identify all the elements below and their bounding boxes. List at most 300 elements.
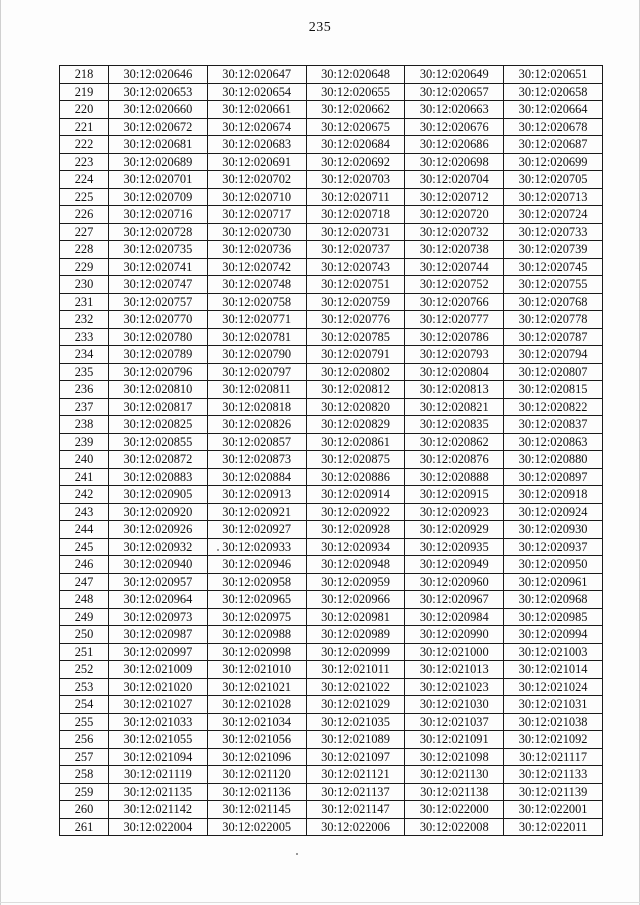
- table-row: [60, 118, 603, 136]
- cadastral-code-cell: 30:12:020710: [207, 188, 306, 206]
- row-number-cell: 258: [60, 766, 109, 784]
- cadastral-code-cell: 30:12:020929: [405, 521, 504, 539]
- cadastral-code-cell: 30:12:020664: [504, 101, 603, 119]
- row-number-cell: 243: [60, 503, 109, 521]
- cadastral-code-cell: 30:12:020807: [504, 363, 603, 381]
- row-number-cell: 247: [60, 573, 109, 591]
- cadastral-code-cell: 30:12:020736: [207, 241, 306, 259]
- cadastral-code-cell: 30:12:020855: [109, 433, 208, 451]
- cadastral-code-cell: 30:12:020990: [405, 626, 504, 644]
- cadastral-code-cell: 30:12:021020: [109, 678, 208, 696]
- cadastral-code-cell: 30:12:020766: [405, 293, 504, 311]
- cadastral-code-cell: 30:12:021145: [207, 801, 306, 819]
- cadastral-code-cell: 30:12:020933: [207, 538, 306, 556]
- cadastral-code-cell: 30:12:020704: [405, 171, 504, 189]
- cadastral-code-cell: 30:12:020997: [109, 643, 208, 661]
- cadastral-code-cell: 30:12:020705: [504, 171, 603, 189]
- row-number-cell: 260: [60, 801, 109, 819]
- cadastral-code-cell: 30:12:020732: [405, 223, 504, 241]
- cadastral-code-cell: 30:12:022006: [306, 818, 405, 836]
- cadastral-code-cell: 30:12:021003: [504, 643, 603, 661]
- cadastral-code-cell: 30:12:020651: [504, 66, 603, 84]
- table-body: [60, 66, 603, 836]
- cadastral-code-cell: 30:12:021035: [306, 713, 405, 731]
- cadastral-code-cell: 30:12:020988: [207, 626, 306, 644]
- cadastral-code-cell: 30:12:020678: [504, 118, 603, 136]
- row-number-cell: 254: [60, 696, 109, 714]
- cadastral-code-cell: 30:12:020748: [207, 276, 306, 294]
- cadastral-code-cell: 30:12:021029: [306, 696, 405, 714]
- cadastral-code-cell: 30:12:020755: [504, 276, 603, 294]
- cadastral-code-cell: 30:12:020662: [306, 101, 405, 119]
- row-number-cell: 233: [60, 328, 109, 346]
- cadastral-code-cell: 30:12:020758: [207, 293, 306, 311]
- cadastral-code-cell: 30:12:022008: [405, 818, 504, 836]
- cadastral-code-cell: 30:12:020731: [306, 223, 405, 241]
- cadastral-code-cell: 30:12:020875: [306, 451, 405, 469]
- cadastral-code-cell: 30:12:020698: [405, 153, 504, 171]
- row-number-cell: 227: [60, 223, 109, 241]
- cadastral-code-cell: 30:12:020981: [306, 608, 405, 626]
- row-number-cell: 251: [60, 643, 109, 661]
- scan-speck: [296, 853, 298, 855]
- cadastral-code-cell: 30:12:020967: [405, 591, 504, 609]
- row-number-cell: 250: [60, 626, 109, 644]
- cadastral-code-cell: 30:12:020647: [207, 66, 306, 84]
- cadastral-code-cell: 30:12:020742: [207, 258, 306, 276]
- cadastral-code-cell: 30:12:020811: [207, 381, 306, 399]
- cadastral-code-cell: 30:12:020660: [109, 101, 208, 119]
- cadastral-code-cell: 30:12:021092: [504, 731, 603, 749]
- cadastral-code-cell: 30:12:020810: [109, 381, 208, 399]
- cadastral-code-cell: 30:12:021038: [504, 713, 603, 731]
- cadastral-code-cell: 30:12:022005: [207, 818, 306, 836]
- cadastral-code-cell: 30:12:020711: [306, 188, 405, 206]
- row-number-cell: 238: [60, 416, 109, 434]
- cadastral-code-cell: 30:12:020686: [405, 136, 504, 154]
- cadastral-code-cell: 30:12:020701: [109, 171, 208, 189]
- row-number-cell: 248: [60, 591, 109, 609]
- cadastral-code-cell: 30:12:020863: [504, 433, 603, 451]
- row-number-cell: 218: [60, 66, 109, 84]
- page-number: 235: [308, 20, 332, 35]
- table-row: [60, 66, 603, 84]
- cadastral-code-cell: 30:12:020776: [306, 311, 405, 329]
- row-number-cell: 259: [60, 783, 109, 801]
- cadastral-code-cell: 30:12:021034: [207, 713, 306, 731]
- cadastral-code-cell: 30:12:020692: [306, 153, 405, 171]
- cadastral-code-cell: 30:12:020737: [306, 241, 405, 259]
- table-row: [60, 591, 603, 609]
- cadastral-code-cell: 30:12:021097: [306, 748, 405, 766]
- row-number-cell: 225: [60, 188, 109, 206]
- cadastral-code-cell: 30:12:021011: [306, 661, 405, 679]
- row-number-cell: 223: [60, 153, 109, 171]
- cadastral-code-cell: 30:12:020961: [504, 573, 603, 591]
- cadastral-code-cell: 30:12:021120: [207, 766, 306, 784]
- cadastral-code-cell: 30:12:020973: [109, 608, 208, 626]
- cadastral-code-cell: 30:12:020820: [306, 398, 405, 416]
- cadastral-code-cell: 30:12:020741: [109, 258, 208, 276]
- row-number-cell: 226: [60, 206, 109, 224]
- cadastral-code-cell: 30:12:020813: [405, 381, 504, 399]
- cadastral-code-cell: 30:12:021098: [405, 748, 504, 766]
- cadastral-code-cell: 30:12:020913: [207, 486, 306, 504]
- table-row: [60, 398, 603, 416]
- cadastral-code-cell: 30:12:021094: [109, 748, 208, 766]
- row-number-cell: 222: [60, 136, 109, 154]
- cadastral-code-cell: 30:12:020880: [504, 451, 603, 469]
- cadastral-code-cell: 30:12:020684: [306, 136, 405, 154]
- row-number-cell: 261: [60, 818, 109, 836]
- cadastral-code-cell: 30:12:020728: [109, 223, 208, 241]
- cadastral-code-cell: 30:12:021121: [306, 766, 405, 784]
- row-number-cell: 228: [60, 241, 109, 259]
- table-row: [60, 433, 603, 451]
- row-number-cell: 221: [60, 118, 109, 136]
- cadastral-code-cell: 30:12:020789: [109, 346, 208, 364]
- row-number-cell: 229: [60, 258, 109, 276]
- row-number-cell: 230: [60, 276, 109, 294]
- cadastral-code-cell: 30:12:021136: [207, 783, 306, 801]
- cadastral-code-cell: 30:12:020658: [504, 83, 603, 101]
- row-number-cell: 255: [60, 713, 109, 731]
- cadastral-code-cell: 30:12:021130: [405, 766, 504, 784]
- cadastral-code-cell: 30:12:020718: [306, 206, 405, 224]
- cadastral-code-cell: 30:12:020994: [504, 626, 603, 644]
- row-number-cell: 236: [60, 381, 109, 399]
- cadastral-code-cell: 30:12:020646: [109, 66, 208, 84]
- table-row: [60, 136, 603, 154]
- cadastral-code-cell: 30:12:020745: [504, 258, 603, 276]
- cadastral-code-cell: 30:12:020825: [109, 416, 208, 434]
- cadastral-code-cell: 30:12:020739: [504, 241, 603, 259]
- cadastral-code-cell: 30:12:020724: [504, 206, 603, 224]
- cadastral-code-cell: 30:12:020648: [306, 66, 405, 84]
- cadastral-code-cell: 30:12:020921: [207, 503, 306, 521]
- cadastral-code-cell: 30:12:020914: [306, 486, 405, 504]
- cadastral-code-cell: 30:12:021137: [306, 783, 405, 801]
- cadastral-code-cell: 30:12:020712: [405, 188, 504, 206]
- cadastral-code-cell: 30:12:021023: [405, 678, 504, 696]
- row-number-cell: 253: [60, 678, 109, 696]
- cadastral-code-cell: 30:12:020738: [405, 241, 504, 259]
- cadastral-code-cell: 30:12:020703: [306, 171, 405, 189]
- scan-speck: [217, 549, 219, 551]
- table-row: [60, 818, 603, 836]
- cadastral-code-cell: 30:12:020918: [504, 486, 603, 504]
- row-number-cell: 232: [60, 311, 109, 329]
- table-row: [60, 311, 603, 329]
- table-row: [60, 293, 603, 311]
- cadastral-code-cell: 30:12:020818: [207, 398, 306, 416]
- cadastral-code-cell: 30:12:020998: [207, 643, 306, 661]
- table-row: [60, 206, 603, 224]
- cadastral-code-cell: 30:12:021024: [504, 678, 603, 696]
- cadastral-code-cell: 30:12:021022: [306, 678, 405, 696]
- row-number-cell: 239: [60, 433, 109, 451]
- cadastral-code-cell: 30:12:021037: [405, 713, 504, 731]
- cadastral-code-cell: 30:12:020985: [504, 608, 603, 626]
- cadastral-code-cell: 30:12:020999: [306, 643, 405, 661]
- cadastral-code-cell: 30:12:020657: [405, 83, 504, 101]
- cadastral-code-cell: 30:12:020959: [306, 573, 405, 591]
- cadastral-code-cell: 30:12:021089: [306, 731, 405, 749]
- table-row: [60, 188, 603, 206]
- cadastral-code-cell: 30:12:020672: [109, 118, 208, 136]
- cadastral-code-cell: 30:12:020897: [504, 468, 603, 486]
- cadastral-code-cell: 30:12:021135: [109, 783, 208, 801]
- cadastral-code-cell: 30:12:021000: [405, 643, 504, 661]
- cadastral-code-cell: 30:12:021091: [405, 731, 504, 749]
- cadastral-code-cell: 30:12:020687: [504, 136, 603, 154]
- cadastral-code-cell: 30:12:021138: [405, 783, 504, 801]
- table-row: [60, 223, 603, 241]
- cadastral-code-cell: 30:12:020949: [405, 556, 504, 574]
- cadastral-code-cell: 30:12:020797: [207, 363, 306, 381]
- cadastral-code-cell: 30:12:020675: [306, 118, 405, 136]
- cadastral-code-cell: 30:12:020812: [306, 381, 405, 399]
- cadastral-code-cell: 30:12:020835: [405, 416, 504, 434]
- table-row: [60, 153, 603, 171]
- cadastral-code-cell: 30:12:020940: [109, 556, 208, 574]
- cadastral-code-cell: 30:12:020786: [405, 328, 504, 346]
- row-number-cell: 224: [60, 171, 109, 189]
- cadastral-code-cell: 30:12:021021: [207, 678, 306, 696]
- cadastral-code-cell: 30:12:020794: [504, 346, 603, 364]
- table-row: [60, 661, 603, 679]
- cadastral-code-cell: 30:12:021031: [504, 696, 603, 714]
- cadastral-code-cell: 30:12:020683: [207, 136, 306, 154]
- cadastral-code-cell: 30:12:020873: [207, 451, 306, 469]
- cadastral-code-cell: 30:12:020960: [405, 573, 504, 591]
- table-row: [60, 713, 603, 731]
- table-row: [60, 643, 603, 661]
- cadastral-code-cell: 30:12:020948: [306, 556, 405, 574]
- cadastral-code-cell: 30:12:020730: [207, 223, 306, 241]
- table-row: [60, 258, 603, 276]
- row-number-cell: 256: [60, 731, 109, 749]
- cadastral-code-cell: 30:12:021033: [109, 713, 208, 731]
- table-row: [60, 486, 603, 504]
- cadastral-code-cell: 30:12:020966: [306, 591, 405, 609]
- cadastral-code-cell: 30:12:021117: [504, 748, 603, 766]
- cadastral-code-cell: 30:12:020674: [207, 118, 306, 136]
- cadastral-code-cell: 30:12:021147: [306, 801, 405, 819]
- cadastral-code-cell: 30:12:021030: [405, 696, 504, 714]
- cadastral-code-cell: 30:12:020702: [207, 171, 306, 189]
- cadastral-code-cell: 30:12:022001: [504, 801, 603, 819]
- cadastral-code-cell: 30:12:020950: [504, 556, 603, 574]
- cadastral-code-cell: 30:12:020821: [405, 398, 504, 416]
- table-row: [60, 171, 603, 189]
- cadastral-code-cell: 30:12:020768: [504, 293, 603, 311]
- cadastral-code-cell: 30:12:020717: [207, 206, 306, 224]
- cadastral-code-cell: 30:12:020957: [109, 573, 208, 591]
- cadastral-code-cell: 30:12:020743: [306, 258, 405, 276]
- table-row: [60, 538, 603, 556]
- cadastral-code-cell: 30:12:020946: [207, 556, 306, 574]
- cadastral-code-cell: 30:12:020989: [306, 626, 405, 644]
- cadastral-code-cell: 30:12:020905: [109, 486, 208, 504]
- cadastral-code-cell: 30:12:020888: [405, 468, 504, 486]
- page-left-edge: [0, 0, 1, 905]
- cadastral-code-cell: 30:12:020654: [207, 83, 306, 101]
- cadastral-code-cell: 30:12:020747: [109, 276, 208, 294]
- cadastral-code-cell: 30:12:020932: [109, 538, 208, 556]
- cadastral-code-cell: 30:12:020837: [504, 416, 603, 434]
- page-bottom-edge: [0, 902, 640, 903]
- table-row: [60, 451, 603, 469]
- row-number-cell: 252: [60, 661, 109, 679]
- row-number-cell: 231: [60, 293, 109, 311]
- table-row: [60, 731, 603, 749]
- cadastral-code-cell: 30:12:021142: [109, 801, 208, 819]
- cadastral-code-cell: 30:12:020781: [207, 328, 306, 346]
- cadastral-code-cell: 30:12:020681: [109, 136, 208, 154]
- table-row: [60, 381, 603, 399]
- row-number-cell: 245: [60, 538, 109, 556]
- cadastral-code-cell: 30:12:021014: [504, 661, 603, 679]
- row-number-cell: 241: [60, 468, 109, 486]
- cadastral-code-cell: 30:12:020872: [109, 451, 208, 469]
- cadastral-code-cell: 30:12:020787: [504, 328, 603, 346]
- table-row: [60, 276, 603, 294]
- cadastral-code-cell: 30:12:020759: [306, 293, 405, 311]
- cadastral-code-cell: 30:12:020699: [504, 153, 603, 171]
- table-row: [60, 83, 603, 101]
- table-row: [60, 503, 603, 521]
- cadastral-code-cell: 30:12:020663: [405, 101, 504, 119]
- cadastral-code-cell: 30:12:020770: [109, 311, 208, 329]
- row-number-cell: 244: [60, 521, 109, 539]
- row-number-cell: 237: [60, 398, 109, 416]
- cadastral-code-cell: 30:12:021009: [109, 661, 208, 679]
- cadastral-code-cell: 30:12:020817: [109, 398, 208, 416]
- cadastral-code-cell: 30:12:020964: [109, 591, 208, 609]
- cadastral-code-cell: 30:12:020984: [405, 608, 504, 626]
- cadastral-code-cell: 30:12:020884: [207, 468, 306, 486]
- row-number-cell: 242: [60, 486, 109, 504]
- cadastral-code-cell: 30:12:020815: [504, 381, 603, 399]
- cadastral-code-cell: 30:12:020857: [207, 433, 306, 451]
- table-row: [60, 101, 603, 119]
- cadastral-code-cell: 30:12:020804: [405, 363, 504, 381]
- cadastral-code-cell: 30:12:020826: [207, 416, 306, 434]
- cadastral-code-cell: 30:12:020922: [306, 503, 405, 521]
- cadastral-code-cell: 30:12:020713: [504, 188, 603, 206]
- row-number-cell: 249: [60, 608, 109, 626]
- cadastral-code-cell: 30:12:020777: [405, 311, 504, 329]
- cadastral-code-cell: 30:12:020796: [109, 363, 208, 381]
- row-number-cell: 234: [60, 346, 109, 364]
- cadastral-code-cell: 30:12:020649: [405, 66, 504, 84]
- cadastral-code-cell: 30:12:020676: [405, 118, 504, 136]
- row-number-cell: 246: [60, 556, 109, 574]
- row-number-cell: 235: [60, 363, 109, 381]
- cadastral-code-cell: 30:12:020778: [504, 311, 603, 329]
- cadastral-code-cell: 30:12:020968: [504, 591, 603, 609]
- cadastral-code-cell: 30:12:021013: [405, 661, 504, 679]
- cadastral-code-cell: 30:12:021133: [504, 766, 603, 784]
- cadastral-code-cell: 30:12:020790: [207, 346, 306, 364]
- cadastral-code-cell: 30:12:020987: [109, 626, 208, 644]
- table-row: [60, 416, 603, 434]
- cadastral-code-cell: 30:12:021119: [109, 766, 208, 784]
- cadastral-code-cell: 30:12:020861: [306, 433, 405, 451]
- cadastral-code-cell: 30:12:020751: [306, 276, 405, 294]
- cadastral-code-cell: 30:12:020653: [109, 83, 208, 101]
- table-row: [60, 678, 603, 696]
- cadastral-code-cell: 30:12:020920: [109, 503, 208, 521]
- cadastral-code-cell: 30:12:021096: [207, 748, 306, 766]
- cadastral-code-cell: 30:12:020744: [405, 258, 504, 276]
- table-row: [60, 241, 603, 259]
- table-row: [60, 748, 603, 766]
- cadastral-code-cell: 30:12:020934: [306, 538, 405, 556]
- table-row: [60, 573, 603, 591]
- cadastral-code-cell: 30:12:020771: [207, 311, 306, 329]
- cadastral-code-cell: 30:12:020926: [109, 521, 208, 539]
- cadastral-code-cell: 30:12:020655: [306, 83, 405, 101]
- cadastral-code-cell: 30:12:020927: [207, 521, 306, 539]
- cadastral-code-cell: 30:12:022000: [405, 801, 504, 819]
- table-row: [60, 608, 603, 626]
- cadastral-code-cell: 30:12:022011: [504, 818, 603, 836]
- cadastral-code-cell: 30:12:020720: [405, 206, 504, 224]
- cadastral-code-cell: 30:12:020829: [306, 416, 405, 434]
- cadastral-code-cell: 30:12:021027: [109, 696, 208, 714]
- cadastral-code-cell: 30:12:020975: [207, 608, 306, 626]
- table-row: [60, 328, 603, 346]
- cadastral-code-cell: 30:12:021056: [207, 731, 306, 749]
- cadastral-code-cell: 30:12:020958: [207, 573, 306, 591]
- cadastral-code-cell: 30:12:021028: [207, 696, 306, 714]
- table-row: [60, 346, 603, 364]
- table-row: [60, 766, 603, 784]
- cadastral-code-cell: 30:12:020735: [109, 241, 208, 259]
- table-row: [60, 783, 603, 801]
- cadastral-code-cell: 30:12:020937: [504, 538, 603, 556]
- cadastral-code-cell: 30:12:021139: [504, 783, 603, 801]
- cadastral-code-cell: 30:12:022004: [109, 818, 208, 836]
- row-number-cell: 257: [60, 748, 109, 766]
- cadastral-code-cell: 30:12:020802: [306, 363, 405, 381]
- cadastral-code-cell: 30:12:020928: [306, 521, 405, 539]
- cadastral-code-cell: 30:12:021055: [109, 731, 208, 749]
- cadastral-code-cell: 30:12:020757: [109, 293, 208, 311]
- row-number-cell: 220: [60, 101, 109, 119]
- cadastral-table: [59, 65, 603, 836]
- table-row: [60, 801, 603, 819]
- cadastral-code-cell: 30:12:020689: [109, 153, 208, 171]
- table-row: [60, 696, 603, 714]
- cadastral-code-cell: 30:12:020709: [109, 188, 208, 206]
- cadastral-code-cell: 30:12:020862: [405, 433, 504, 451]
- cadastral-code-cell: 30:12:021010: [207, 661, 306, 679]
- cadastral-code-cell: 30:12:020886: [306, 468, 405, 486]
- table-row: [60, 626, 603, 644]
- cadastral-code-cell: 30:12:020822: [504, 398, 603, 416]
- cadastral-code-cell: 30:12:020752: [405, 276, 504, 294]
- cadastral-code-cell: 30:12:020793: [405, 346, 504, 364]
- cadastral-code-cell: 30:12:020883: [109, 468, 208, 486]
- cadastral-code-cell: 30:12:020716: [109, 206, 208, 224]
- cadastral-code-cell: 30:12:020923: [405, 503, 504, 521]
- row-number-cell: 219: [60, 83, 109, 101]
- table-row: [60, 468, 603, 486]
- cadastral-code-cell: 30:12:020661: [207, 101, 306, 119]
